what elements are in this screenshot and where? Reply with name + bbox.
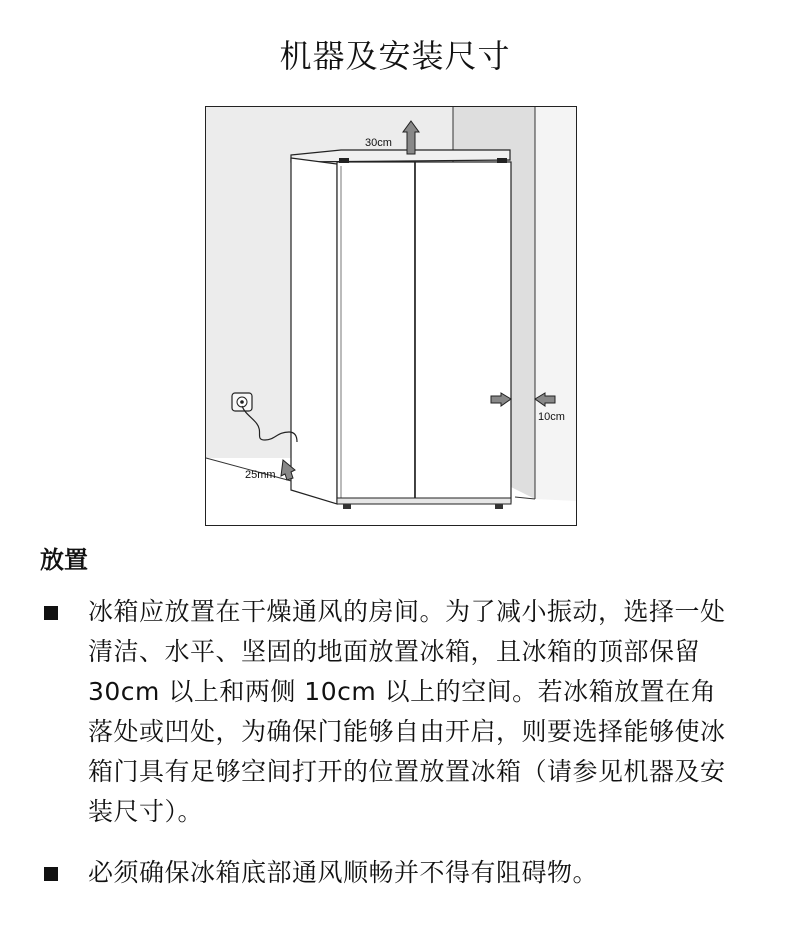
list-item-text: 必须确保冰箱底部通风顺畅并不得有阻碍物。	[88, 858, 599, 887]
fridge-right-door	[415, 162, 511, 502]
bullet-square-icon	[44, 867, 58, 881]
bottom-clearance-label: 25mm	[245, 469, 276, 481]
top-clearance-label: 30cm	[365, 137, 392, 149]
list-item-text: 冰箱应放置在干燥通风的房间。为了减小振动，选择一处清洁、水平、坚固的地面放置冰箱，且冰箱的顶部保留 30cm 以上和两侧 10cm 以上的空间。若冰箱放置在角落处或凹处，为确保门能够自由开启，则要选择能够使冰箱门具有足够空间打开的位置放置冰箱（请参见机器及安装尺寸）。	[88, 597, 726, 826]
side-clearance-label: 10cm	[538, 411, 565, 423]
fridge-top	[291, 150, 510, 162]
section-heading: 放置	[40, 546, 88, 574]
side-wall-block	[535, 107, 576, 501]
fridge-side	[291, 158, 337, 504]
bullet-square-icon	[44, 606, 58, 620]
installation-diagram	[205, 106, 577, 526]
fridge-base	[337, 498, 511, 504]
fridge-left-door	[337, 162, 415, 502]
page-title: 机器及安装尺寸	[279, 37, 511, 75]
